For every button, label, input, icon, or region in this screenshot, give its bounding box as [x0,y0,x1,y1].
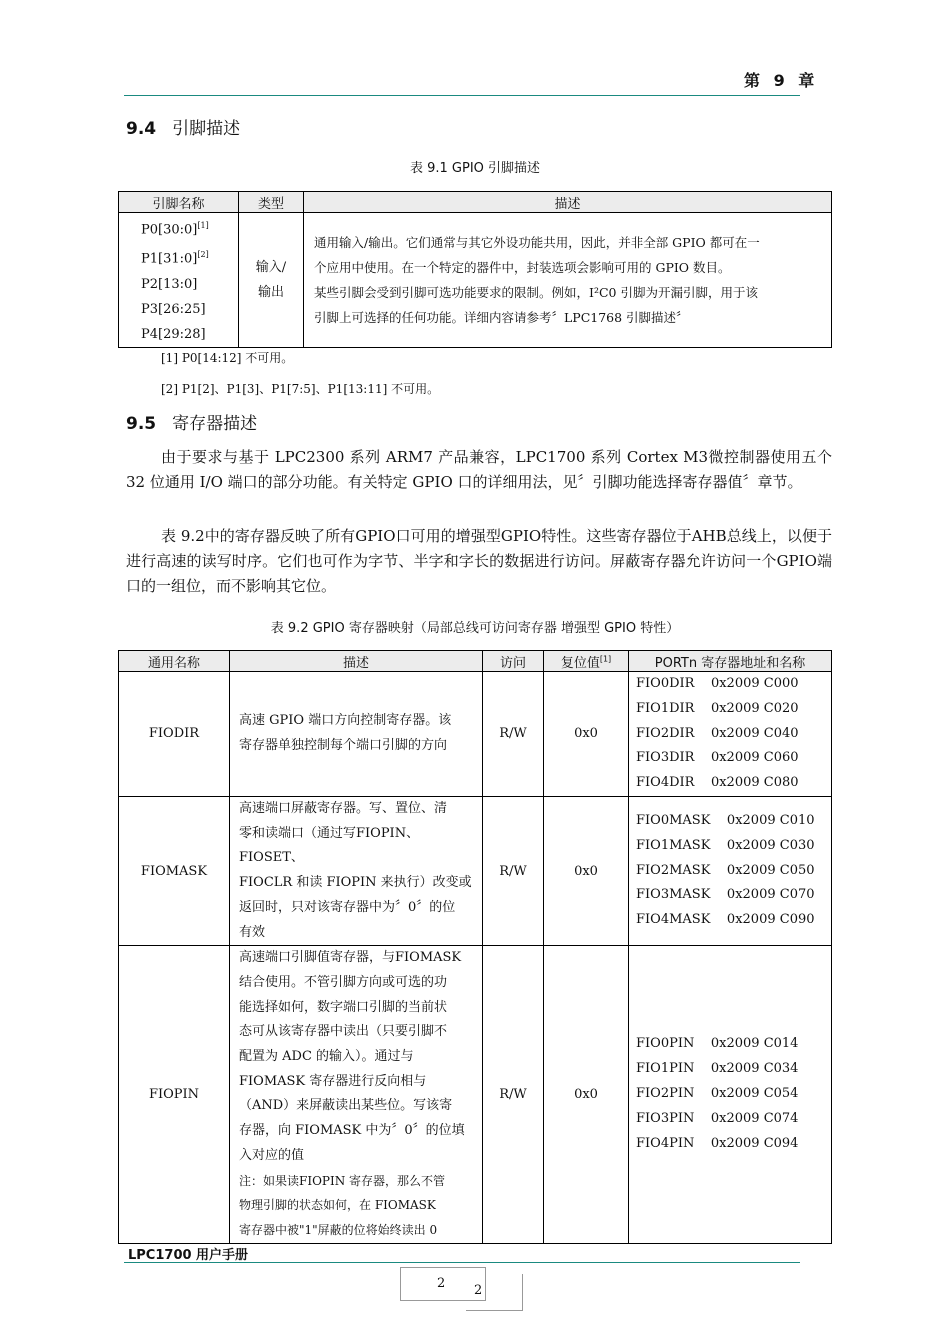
pin-description-table [118,191,832,348]
desc-line: 高速端口屏蔽寄存器。写、置位、清 [239,800,448,816]
table-header [544,651,629,672]
address-line: FIO3MASK 0x2009 C070 [636,887,815,903]
table-header: PORTn 寄存器地址和名称 [629,651,832,672]
desc-line: 通用输入/输出。它们通常与其它外设功能共用，因此，并非全部 GPIO 都可在一 [314,234,760,250]
address-line: FIO0MASK 0x2009 C010 [636,813,815,829]
paragraph-1: 由于要求与基于 LPC2300 系列 ARM7 产品兼容，LPC1700 系列 Cortex M3微控制器使用五个 32 位通用 I/O 端口的部分功能。有关特定 GPIO 口的详细用法，见〞引脚功能选择寄存器值〞章节。 [126,448,832,491]
section-heading-9-5 [126,409,257,434]
section-title: 寄存器描述 [172,414,258,434]
register-desc [230,796,483,945]
address-line: FIO4MASK 0x2009 C090 [636,912,815,928]
address-line: FIO1DIR 0x2009 C020 [636,700,799,716]
address-line: FIO0PIN 0x2009 C014 [636,1036,799,1052]
table-row [119,796,832,945]
page-number: 2 [437,1276,446,1291]
table-header: 描述 [230,651,483,672]
desc-line: 个应用中使用。在一个特定的器件中，封装选项会影响可用的 GPIO 数目。 [314,259,731,275]
chapter-heading: 第 9 章 [744,71,819,90]
register-addresses [629,946,832,1243]
desc-line: FIOMASK 寄存器进行反向相与 [239,1073,427,1089]
desc-line: （AND）来屏蔽读出某些位。写该寄 [239,1098,453,1114]
desc-line: 入对应的值 [239,1147,305,1163]
address-line: FIO2DIR 0x2009 C040 [636,725,799,741]
pin-name: P0[30:0][1] [141,221,209,238]
desc-line: 高速 GPIO 端口方向控制寄存器。该 [239,713,452,729]
desc-line: 存器，向 FIOMASK 中为〞0〞的位填 [239,1123,465,1139]
desc-line: 有效 [239,924,266,940]
table-caption-9-1: 表 9.1 GPIO 引脚描述 [409,161,541,176]
footer-title: LPC1700 用户手册 [128,1248,249,1263]
address-line: FIO0DIR 0x2009 C000 [636,676,799,691]
table-caption-9-2: 表 9.2 GPIO 寄存器映射（局部总线可访问寄存器 增强型 GPIO 特性） [270,621,680,636]
desc-line: 注：如果读FIOPIN 寄存器，那么不管 [239,1173,446,1188]
section-heading-9-4 [126,114,240,139]
register-name: FIOMASK [119,796,230,945]
register-name: FIODIR [119,672,230,797]
table-header: 访问 [483,651,544,672]
register-name: FIOPIN [119,946,230,1243]
pin-name: P3[26:25] [141,301,206,317]
address-line: FIO2MASK 0x2009 C050 [636,862,815,878]
table-header: 描述 [304,192,832,213]
table-note-2: [2] P1[2]、P1[3]、P1[7:5]、P1[13:11] 不可用。 [161,382,440,396]
table-header: 引脚名称 [119,192,239,213]
register-desc [230,946,483,1243]
address-line: FIO3PIN 0x2009 C074 [636,1110,799,1126]
desc-line: 配置为 ADC 的输入）。通过与 [239,1049,414,1065]
desc-line: 物理引脚的状态如何，在 FIOMASK [239,1198,436,1213]
register-reset-value: 0x0 [544,946,629,1243]
register-desc [230,672,483,797]
desc-line: FIOCLR 和读 FIOPIN 来执行）改变或 [239,875,472,891]
reset-header-footnote: [1] [599,654,612,664]
register-access: R/W [483,946,544,1243]
pin-name: P1[31:0][2] [141,250,209,267]
pin-names-cell [119,213,239,348]
section-number: 9.4 [126,119,157,139]
pin-name: P2[13:0] [141,276,198,292]
desc-line: 态可从该寄存器中读出（只要引脚不 [239,1024,448,1040]
table-row [119,946,832,1243]
desc-line: 返回时，只对该寄存器中为〞0〞的位 [239,899,456,915]
address-line: FIO4PIN 0x2009 C094 [636,1135,799,1151]
register-reset-value: 0x0 [544,672,629,797]
register-access: R/W [483,672,544,797]
desc-line: 高速端口引脚值寄存器，与FIOMASK [239,950,462,966]
address-line: FIO4DIR 0x2009 C080 [636,775,799,791]
register-map-table [118,650,832,1244]
type-line: 输出 [257,284,284,300]
reset-header-text: 复位值 [560,655,600,671]
address-line: FIO1MASK 0x2009 C030 [636,837,815,853]
table-header: 通用名称 [119,651,230,672]
table-header: 类型 [239,192,304,213]
page-number: 2 [474,1283,483,1298]
register-addresses [629,796,832,945]
pin-name: P4[29:28] [141,326,206,342]
desc-line: 寄存器中被"1"屏蔽的位将始终读出 0 [239,1222,438,1237]
section-title: 引脚描述 [172,119,241,139]
header-rule [124,95,800,96]
desc-line: 引脚上可选择的任何功能。详细内容请参考〞LPC1768 引脚描述〞 [314,309,689,325]
address-line: FIO1PIN 0x2009 C034 [636,1061,799,1077]
table-note-1: [1] P0[14:12] 不可用。 [161,351,294,365]
pin-desc-cell [304,213,832,348]
desc-line: 零和读端口（通过写FIOPIN、FIOSET、 [239,825,420,866]
section-number: 9.5 [126,414,157,434]
paragraph-2: 表 9.2中的寄存器反映了所有GPIO口可用的增强型GPIO特性。这些寄存器位于AHB总线上，以便于进行高速的读写时序。它们也可作为字节、半字和字长的数据进行访问。屏蔽寄存器允许访问一个GPIO端口的一组位，而不影响其它位。 [126,527,832,595]
desc-line: 结合使用。不管引脚方向或可选的功 [239,974,448,990]
type-line: 输入/ [255,259,287,275]
table-row [119,672,832,797]
desc-line: 某些引脚会受到引脚可选功能要求的限制。例如，I²C0 引脚为开漏引脚，用于该 [314,284,758,300]
address-line: FIO2PIN 0x2009 C054 [636,1086,799,1102]
register-access: R/W [483,796,544,945]
footer-rule [124,1262,800,1263]
register-reset-value: 0x0 [544,796,629,945]
address-line: FIO3DIR 0x2009 C060 [636,750,799,766]
desc-line: 能选择如何，数字端口引脚的当前状 [239,999,448,1015]
register-addresses [629,672,832,797]
desc-line: 寄存器单独控制每个端口引脚的方向 [239,737,448,753]
pin-type-cell [239,213,304,348]
